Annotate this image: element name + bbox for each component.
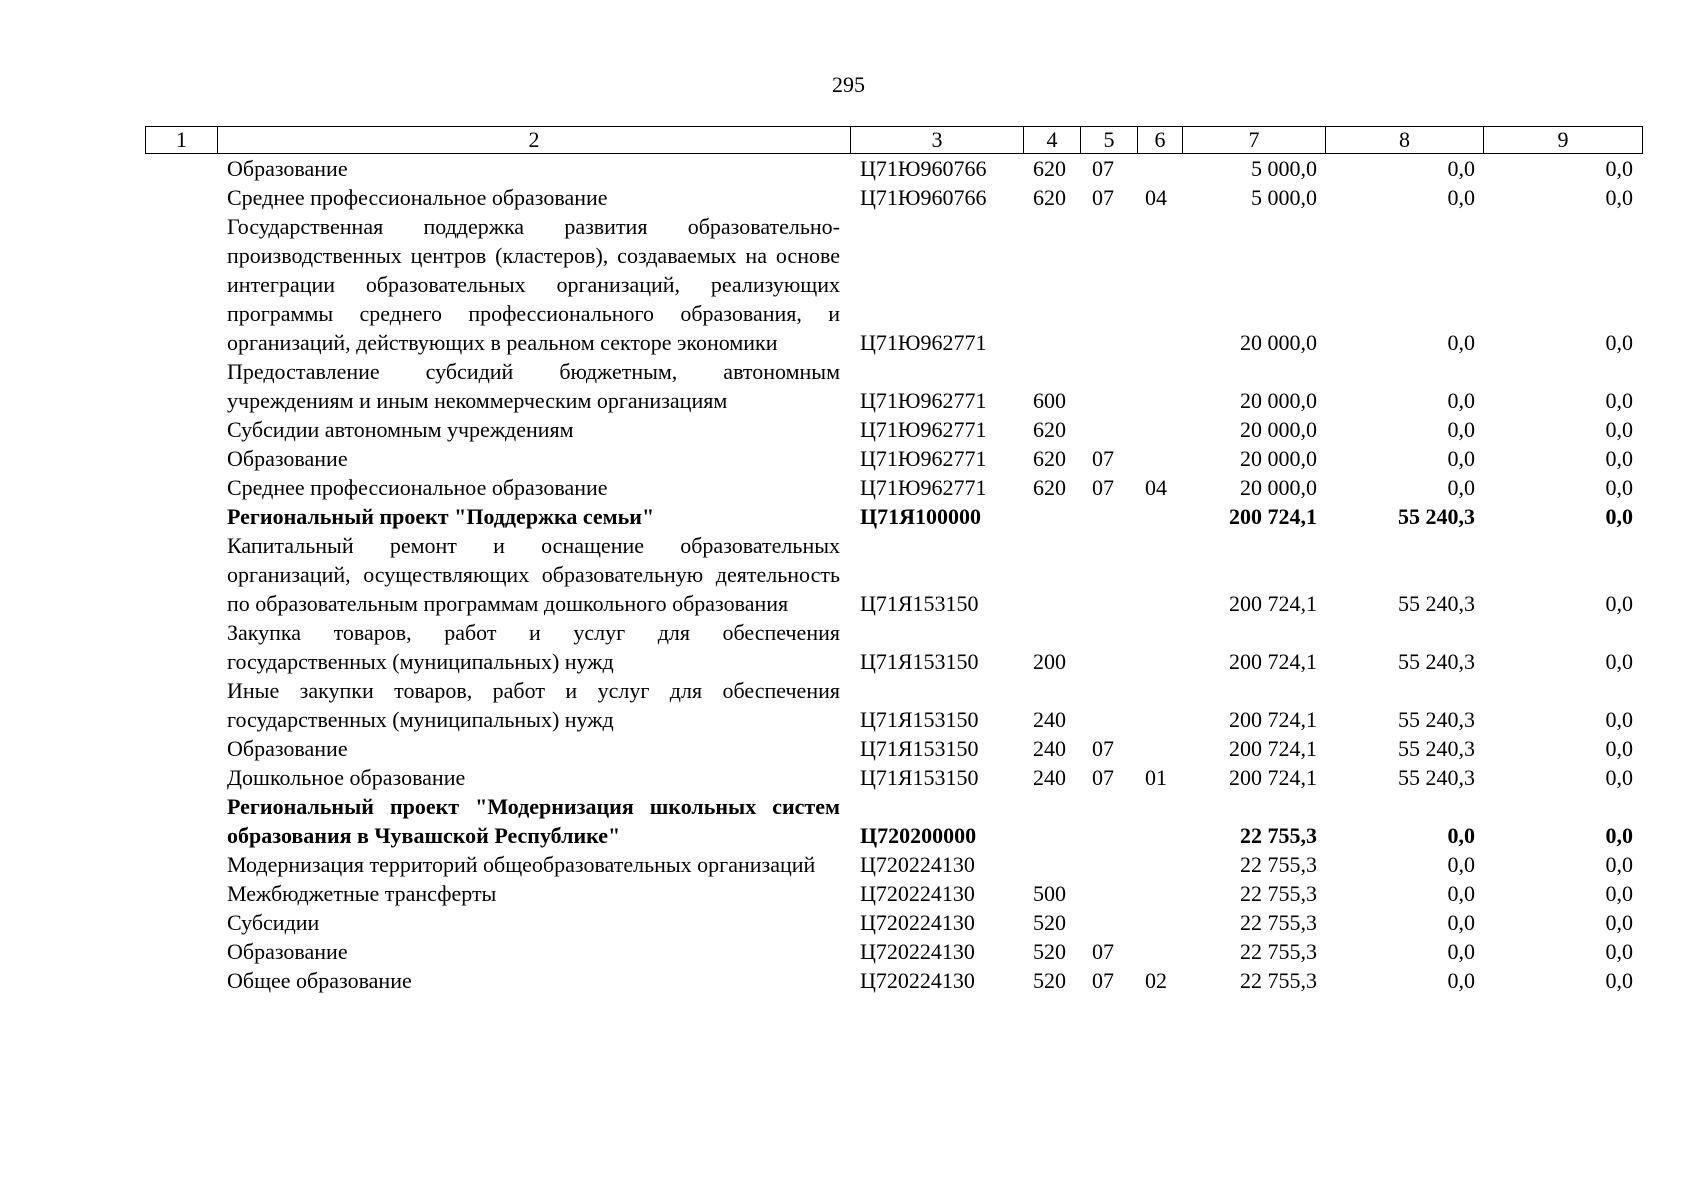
budget-table	[145, 154, 1641, 995]
row-col-8: 0,0	[1447, 185, 1475, 210]
row-code: Ц71Ю960766	[860, 156, 987, 181]
row-col-5	[1080, 357, 1137, 415]
row-description: Региональный проект "Модернизация школьных систем образования в Чувашской Республике"	[227, 794, 840, 848]
row-col-7: 200 724,1	[1229, 649, 1317, 674]
row-col-6: 04	[1145, 185, 1167, 210]
table-row	[145, 154, 1641, 183]
row-col-8: 0,0	[1447, 330, 1475, 355]
row-code: Ц720224130	[860, 968, 975, 993]
row-col-4: 620	[1033, 156, 1066, 181]
row-col-6: 02	[1145, 968, 1167, 993]
row-col-4: 240	[1033, 707, 1066, 732]
row-col-4	[1023, 850, 1080, 879]
row-col-5	[1080, 212, 1137, 357]
table-row	[145, 966, 1641, 995]
row-col-5: 07	[1092, 475, 1114, 500]
row-code: Ц71Ю962771	[860, 330, 987, 355]
row-description: Иные закупки товаров, работ и услуг для обеспечения государственных (муниципальных) нужд	[227, 678, 840, 732]
row-col-8: 55 240,3	[1398, 736, 1475, 761]
row-col-7: 200 724,1	[1229, 504, 1317, 529]
row-col-8: 0,0	[1447, 852, 1475, 877]
row-code: Ц720224130	[860, 881, 975, 906]
row-col-6	[1137, 212, 1182, 357]
row-col-4: 620	[1033, 185, 1066, 210]
row-code: Ц720224130	[860, 910, 975, 935]
table-row	[145, 444, 1641, 473]
row-col-6	[1137, 444, 1182, 473]
row-code: Ц720224130	[860, 852, 975, 877]
row-col-5	[1080, 850, 1137, 879]
row-code: Ц720200000	[860, 823, 977, 848]
table-row	[145, 850, 1641, 879]
row-col-6	[1137, 531, 1182, 618]
row-code: Ц71Я153150	[860, 736, 979, 761]
row-col-7: 22 755,3	[1240, 823, 1317, 848]
row-description: Образование	[227, 446, 348, 471]
row-description: Образование	[227, 156, 348, 181]
row-col-4: 520	[1033, 910, 1066, 935]
table-row	[145, 415, 1641, 444]
table-row	[145, 212, 1641, 357]
row-description: Закупка товаров, работ и услуг для обеспечения государственных (муниципальных) нужд	[227, 620, 840, 674]
row-col-5	[1080, 792, 1137, 850]
row-col-5: 07	[1092, 156, 1114, 181]
row-col-7: 5 000,0	[1251, 185, 1317, 210]
row-description: Дошкольное образование	[227, 765, 466, 790]
row-col-9: 0,0	[1605, 881, 1633, 906]
row-description: Образование	[227, 736, 348, 761]
table-row	[145, 531, 1641, 618]
row-col-6	[1137, 908, 1182, 937]
row-description: Государственная поддержка развития образовательно-производственных центров (кластеров), создаваемых на основе интеграции образовательных организаций, реализующих программы среднего профессионального образования, и организаций, действующих в реальном секторе экономики	[227, 214, 840, 355]
row-col-9: 0,0	[1605, 852, 1633, 877]
row-code: Ц71Я100000	[860, 504, 981, 529]
row-description: Межбюджетные трансферты	[227, 881, 497, 906]
row-col-7: 22 755,3	[1240, 881, 1317, 906]
row-description: Общее образование	[227, 968, 412, 993]
row-code: Ц720224130	[860, 939, 975, 964]
row-col-4: 500	[1033, 881, 1066, 906]
table-row	[145, 792, 1641, 850]
row-col-5	[1080, 415, 1137, 444]
row-col-7: 22 755,3	[1240, 852, 1317, 877]
row-col-7: 20 000,0	[1240, 475, 1317, 500]
row-col-9: 0,0	[1605, 417, 1633, 442]
header-col-4: 4	[1024, 127, 1081, 153]
row-code: Ц71Я153150	[860, 591, 979, 616]
table-row	[145, 937, 1641, 966]
row-col-7: 5 000,0	[1251, 156, 1317, 181]
row-code: Ц71Я153150	[860, 649, 979, 674]
row-code: Ц71Ю962771	[860, 446, 987, 471]
row-col-7: 200 724,1	[1229, 707, 1317, 732]
row-description: Среднее профессиональное образование	[227, 185, 608, 210]
row-col-7: 22 755,3	[1240, 910, 1317, 935]
row-col-4: 200	[1033, 649, 1066, 674]
row-col-8: 55 240,3	[1398, 765, 1475, 790]
row-col-9: 0,0	[1605, 156, 1633, 181]
row-code: Ц71Ю962771	[860, 475, 987, 500]
row-col-5	[1080, 879, 1137, 908]
row-col-7: 20 000,0	[1240, 330, 1317, 355]
row-col-9: 0,0	[1605, 475, 1633, 500]
table-row	[145, 473, 1641, 502]
row-col-7: 22 755,3	[1240, 968, 1317, 993]
table-row	[145, 357, 1641, 415]
row-col-5: 07	[1092, 765, 1114, 790]
row-col-8: 0,0	[1447, 417, 1475, 442]
row-col-8: 55 240,3	[1398, 504, 1475, 529]
table-row	[145, 879, 1641, 908]
row-col-6	[1137, 676, 1182, 734]
table-row	[145, 908, 1641, 937]
row-col-9: 0,0	[1605, 939, 1633, 964]
row-col-9: 0,0	[1605, 910, 1633, 935]
row-col-7: 200 724,1	[1229, 591, 1317, 616]
header-col-5: 5	[1081, 127, 1138, 153]
row-col-9: 0,0	[1605, 736, 1633, 761]
header-col-2: 2	[218, 127, 851, 153]
header-col-7: 7	[1183, 127, 1326, 153]
row-col-9: 0,0	[1605, 823, 1633, 848]
row-col-9: 0,0	[1605, 388, 1633, 413]
row-col-5: 07	[1092, 736, 1114, 761]
row-col-9: 0,0	[1605, 591, 1633, 616]
table-row	[145, 183, 1641, 212]
row-col-8: 0,0	[1447, 388, 1475, 413]
header-col-8: 8	[1326, 127, 1484, 153]
row-col-6	[1137, 879, 1182, 908]
row-col-8: 0,0	[1447, 910, 1475, 935]
row-description: Капитальный ремонт и оснащение образовательных организаций, осуществляющих образовательную деятельность по образовательным программам дошкольного образования	[227, 533, 840, 616]
row-col-8: 0,0	[1447, 881, 1475, 906]
row-col-4: 620	[1033, 417, 1066, 442]
row-col-7: 200 724,1	[1229, 736, 1317, 761]
row-description: Субсидии автономным учреждениям	[227, 417, 574, 442]
row-col-5: 07	[1092, 446, 1114, 471]
table-row	[145, 734, 1641, 763]
header-col-9: 9	[1557, 127, 1569, 152]
row-code: Ц71Ю962771	[860, 417, 987, 442]
row-code: Ц71Я153150	[860, 707, 979, 732]
row-description: Предоставление субсидий бюджетным, автономным учреждениям и иным некоммерческим организациям	[227, 359, 840, 413]
row-col-8: 0,0	[1447, 156, 1475, 181]
row-col-6	[1137, 415, 1182, 444]
header-col-6: 6	[1138, 127, 1183, 153]
row-description: Субсидии	[227, 910, 320, 935]
row-col-4	[1023, 502, 1080, 531]
row-description: Среднее профессиональное образование	[227, 475, 608, 500]
row-col-6	[1137, 792, 1182, 850]
row-col-8: 55 240,3	[1398, 591, 1475, 616]
row-col-7: 20 000,0	[1240, 417, 1317, 442]
row-col-6: 01	[1145, 765, 1167, 790]
row-col-6	[1137, 357, 1182, 415]
row-col-5	[1080, 676, 1137, 734]
row-col-8: 55 240,3	[1398, 649, 1475, 674]
row-col-9: 0,0	[1605, 330, 1633, 355]
row-code: Ц71Ю960766	[860, 185, 987, 210]
row-col-6	[1137, 937, 1182, 966]
row-col-9: 0,0	[1605, 504, 1633, 529]
table-row	[145, 763, 1641, 792]
row-col-5	[1080, 908, 1137, 937]
row-col-9: 0,0	[1605, 649, 1633, 674]
row-col-5: 07	[1092, 968, 1114, 993]
row-col-6	[1137, 154, 1182, 183]
table-row	[145, 618, 1641, 676]
row-col-4	[1023, 792, 1080, 850]
row-col-8: 0,0	[1447, 968, 1475, 993]
header-col-3: 3	[851, 127, 1024, 153]
row-col-8: 0,0	[1447, 823, 1475, 848]
row-col-6	[1137, 618, 1182, 676]
row-col-4	[1023, 212, 1080, 357]
row-col-5	[1080, 618, 1137, 676]
row-col-9: 0,0	[1605, 968, 1633, 993]
row-code: Ц71Ю962771	[860, 388, 987, 413]
row-col-9: 0,0	[1605, 185, 1633, 210]
row-col-4: 240	[1033, 736, 1066, 761]
row-col-5: 07	[1092, 185, 1114, 210]
row-description: Региональный проект "Поддержка семьи"	[227, 504, 655, 529]
row-col-4: 240	[1033, 765, 1066, 790]
row-col-9: 0,0	[1605, 446, 1633, 471]
row-col-4: 620	[1033, 446, 1066, 471]
row-col-8: 0,0	[1447, 939, 1475, 964]
page-number: 295	[832, 72, 865, 97]
row-col-6	[1137, 850, 1182, 879]
row-description: Модернизация территорий общеобразовательных организаций	[227, 852, 816, 877]
row-col-9: 0,0	[1605, 707, 1633, 732]
header-col-1: 1	[146, 127, 218, 153]
row-col-5	[1080, 502, 1137, 531]
table-row	[145, 502, 1641, 531]
row-col-4: 520	[1033, 939, 1066, 964]
row-col-7: 20 000,0	[1240, 446, 1317, 471]
row-col-5: 07	[1092, 939, 1114, 964]
row-col-9: 0,0	[1605, 765, 1633, 790]
row-col-5	[1080, 531, 1137, 618]
table-row	[145, 676, 1641, 734]
row-col-4: 600	[1033, 388, 1066, 413]
row-col-4	[1023, 531, 1080, 618]
row-col-7: 22 755,3	[1240, 939, 1317, 964]
row-description: Образование	[227, 939, 348, 964]
row-col-4: 620	[1033, 475, 1066, 500]
row-col-8: 0,0	[1447, 475, 1475, 500]
row-col-6: 04	[1145, 475, 1167, 500]
row-col-7: 200 724,1	[1229, 765, 1317, 790]
row-code: Ц71Я153150	[860, 765, 979, 790]
row-col-8: 55 240,3	[1398, 707, 1475, 732]
row-col-4: 520	[1033, 968, 1066, 993]
table-header-row	[145, 126, 1643, 154]
row-col-8: 0,0	[1447, 446, 1475, 471]
row-col-6	[1137, 734, 1182, 763]
row-col-6	[1137, 502, 1182, 531]
row-col-7: 20 000,0	[1240, 388, 1317, 413]
